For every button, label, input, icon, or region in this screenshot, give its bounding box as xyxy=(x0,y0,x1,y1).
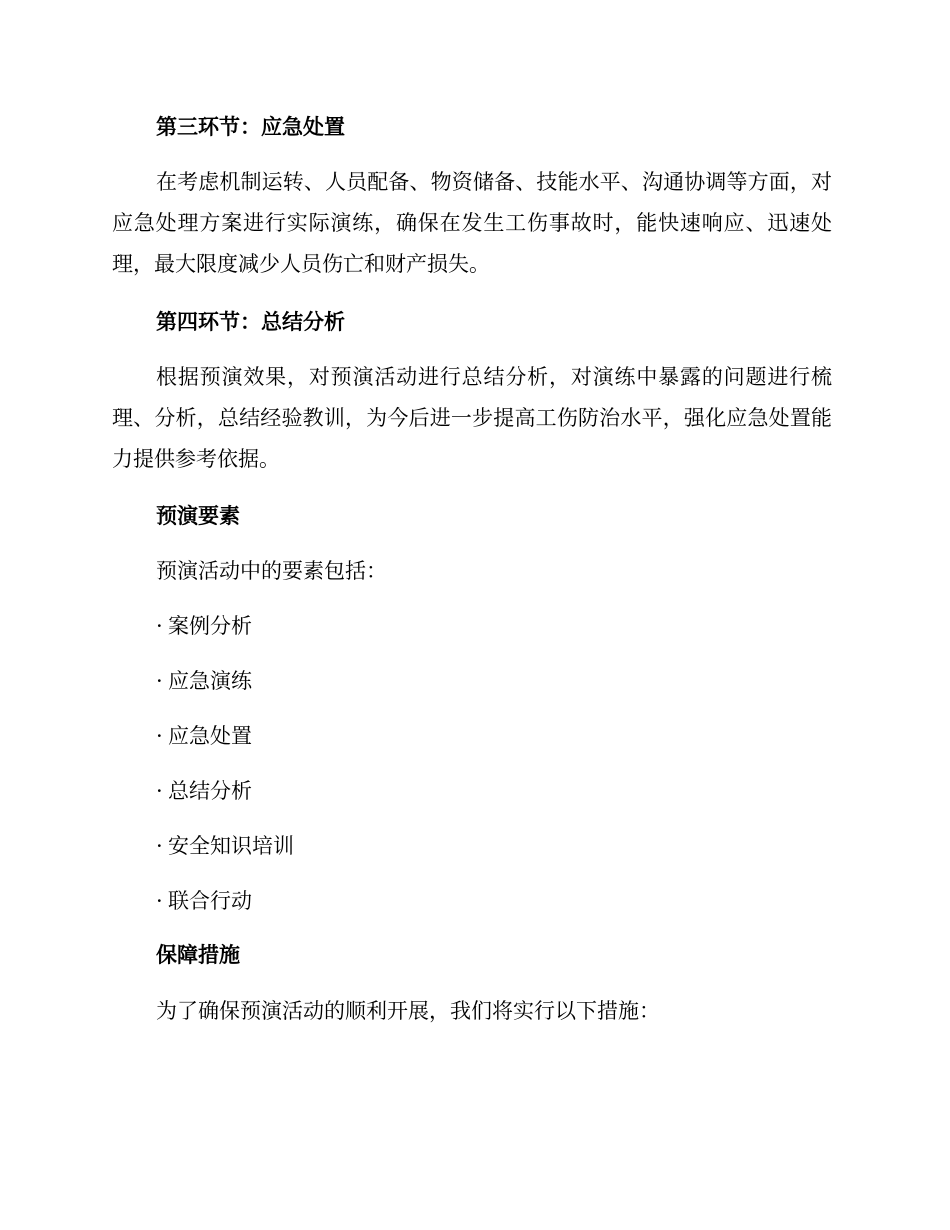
list-item xyxy=(112,776,876,806)
list-item-label: 总结分析 xyxy=(168,779,252,803)
section-4-body: 根据预演效果，对预演活动进行总结分析，对演练中暴露的问题进行梳理、分析，总结经验教训，为今后进一步提高工伤防治水平，强化应急处置能力提供参考依据。 xyxy=(112,365,832,471)
list-item xyxy=(112,721,876,751)
list-item xyxy=(112,611,876,641)
bullet-icon: · xyxy=(156,669,163,693)
list-item xyxy=(112,886,876,916)
list-item-label: 联合行动 xyxy=(168,889,252,913)
bullet-icon: · xyxy=(156,889,163,913)
elements-heading: 预演要素 xyxy=(156,504,240,528)
section-3-heading: 第三环节：应急处置 xyxy=(156,115,345,139)
list-item-label: 案例分析 xyxy=(168,614,252,638)
bullet-icon: · xyxy=(156,724,163,748)
section-3-body: 在考虑机制运转、人员配备、物资储备、技能水平、沟通协调等方面，对应急处理方案进行实际演练，确保在发生工伤事故时，能快速响应、迅速处理，最大限度减少人员伤亡和财产损失。 xyxy=(112,170,832,276)
list-item xyxy=(112,666,876,696)
list-item-label: 安全知识培训 xyxy=(168,834,294,858)
list-item xyxy=(112,831,876,861)
list-item-label: 应急处置 xyxy=(168,724,252,748)
bullet-icon: · xyxy=(156,614,163,638)
measures-intro: 为了确保预演活动的顺利开展，我们将实行以下措施： xyxy=(156,999,660,1023)
list-item-label: 应急演练 xyxy=(168,669,252,693)
section-4-heading: 第四环节：总结分析 xyxy=(156,310,345,334)
bullet-icon: · xyxy=(156,834,163,858)
measures-heading: 保障措施 xyxy=(156,943,240,967)
elements-intro: 预演活动中的要素包括： xyxy=(156,559,387,583)
bullet-icon: · xyxy=(156,779,163,803)
